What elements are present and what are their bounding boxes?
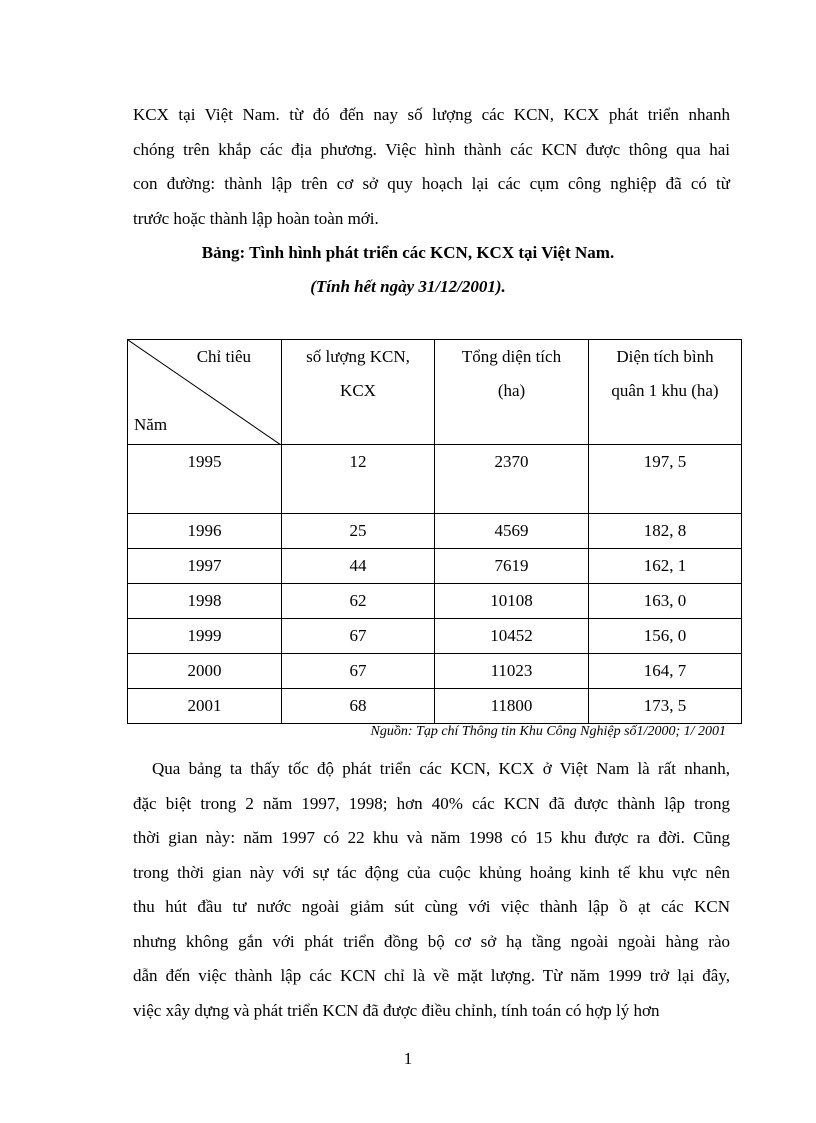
body-line: việc xây dựng và phát triển KCN đã được điều chỉnh, tính toán có hợp lý hơn bbox=[133, 1000, 660, 1020]
table-row bbox=[128, 445, 742, 514]
body-line: Qua bảng ta thấy tốc độ phát triển các KCN, KCX ở Việt Nam là rất nhanh, bbox=[152, 759, 730, 778]
table-row bbox=[128, 654, 742, 689]
table-source-note: Nguồn: Tạp chí Thông tin Khu Công Nghiệp số1/2000; 1/ 2001 bbox=[370, 724, 726, 739]
table-header-row bbox=[128, 340, 742, 445]
table-row bbox=[128, 689, 742, 724]
body-line: trong thời gian này với sự tác động của cuộc khủng hoảng kinh tế khu vực nên bbox=[133, 862, 730, 882]
body-paragraph bbox=[133, 752, 730, 1028]
year-cell: 2001 bbox=[128, 689, 282, 724]
count-cell: 62 bbox=[282, 584, 435, 619]
corner-bottom-label: Năm bbox=[134, 415, 168, 434]
count-cell: 25 bbox=[282, 514, 435, 549]
table-row bbox=[128, 619, 742, 654]
corner-top-label: Chỉ tiêu bbox=[196, 347, 251, 366]
year-cell: 1998 bbox=[128, 584, 282, 619]
avg-area-cell: 162, 1 bbox=[589, 549, 742, 584]
table-row bbox=[128, 549, 742, 584]
count-cell: 67 bbox=[282, 619, 435, 654]
kcn-table bbox=[127, 339, 742, 724]
avg-area-cell: 173, 5 bbox=[589, 689, 742, 724]
body-line: đặc biệt trong 2 năm 1997, 1998; hơn 40% các KCN đã được thành lập trong bbox=[133, 793, 730, 813]
page-number: 1 bbox=[403, 1049, 413, 1068]
area-cell: 7619 bbox=[435, 549, 589, 584]
area-cell: 11800 bbox=[435, 689, 589, 724]
area-cell: 4569 bbox=[435, 514, 589, 549]
intro-line: KCX tại Việt Nam. từ đó đến nay số lượng các KCN, KCX phát triển nhanh bbox=[133, 105, 730, 124]
table-row bbox=[128, 514, 742, 549]
header-text: KCX bbox=[340, 381, 376, 400]
header-cell-area bbox=[435, 340, 589, 445]
year-cell: 1996 bbox=[128, 514, 282, 549]
intro-line: trước hoặc thành lập hoàn toàn mới. bbox=[133, 208, 379, 228]
area-cell: 10108 bbox=[435, 584, 589, 619]
header-text: quân 1 khu (ha) bbox=[611, 381, 719, 400]
count-cell: 12 bbox=[282, 445, 435, 514]
area-cell: 11023 bbox=[435, 654, 589, 689]
year-cell: 2000 bbox=[128, 654, 282, 689]
year-cell: 1999 bbox=[128, 619, 282, 654]
avg-area-cell: 182, 8 bbox=[589, 514, 742, 549]
table-row bbox=[128, 584, 742, 619]
intro-line: chóng trên khắp các địa phương. Việc hình thành các KCN được thông qua hai bbox=[133, 139, 730, 159]
year-cell: 1997 bbox=[128, 549, 282, 584]
area-cell: 10452 bbox=[435, 619, 589, 654]
body-line: dẫn đến việc thành lập các KCN chỉ là về mặt lượng. Từ năm 1999 trở lại đây, bbox=[133, 966, 730, 985]
header-text: (ha) bbox=[497, 381, 526, 400]
body-line: nhưng không gắn với phát triển đồng bộ cơ sở hạ tầng ngoài ngoài hàng rào bbox=[133, 931, 730, 951]
header-text: Diện tích bình bbox=[616, 347, 714, 366]
intro-line: con đường: thành lập trên cơ sở quy hoạch lại các cụm công nghiệp đã có từ bbox=[133, 174, 730, 193]
count-cell: 67 bbox=[282, 654, 435, 689]
avg-area-cell: 156, 0 bbox=[589, 619, 742, 654]
header-cell-count bbox=[282, 340, 435, 445]
avg-area-cell: 164, 7 bbox=[589, 654, 742, 689]
intro-paragraph bbox=[133, 98, 730, 236]
count-cell: 68 bbox=[282, 689, 435, 724]
count-cell: 44 bbox=[282, 549, 435, 584]
avg-area-cell: 197, 5 bbox=[589, 445, 742, 514]
table-title: Bảng: Tình hình phát triển các KCN, KCX tại Việt Nam. bbox=[201, 243, 615, 262]
year-cell: 1995 bbox=[128, 445, 282, 514]
header-text: số lượng KCN, bbox=[306, 347, 410, 366]
avg-area-cell: 163, 0 bbox=[589, 584, 742, 619]
header-text: Tổng diện tích bbox=[461, 347, 562, 366]
corner-header-cell bbox=[128, 340, 282, 445]
table-subtitle: (Tính hết ngày 31/12/2001). bbox=[310, 277, 506, 296]
body-line: thu hút đầu tư nước ngoài giảm sút cùng với việc thành lập ồ ạt các KCN bbox=[133, 897, 730, 916]
area-cell: 2370 bbox=[435, 445, 589, 514]
header-cell-avg-area bbox=[589, 340, 742, 445]
body-line: thời gian này: năm 1997 có 22 khu và năm 1998 có 15 khu được ra đời. Cũng bbox=[133, 828, 730, 847]
